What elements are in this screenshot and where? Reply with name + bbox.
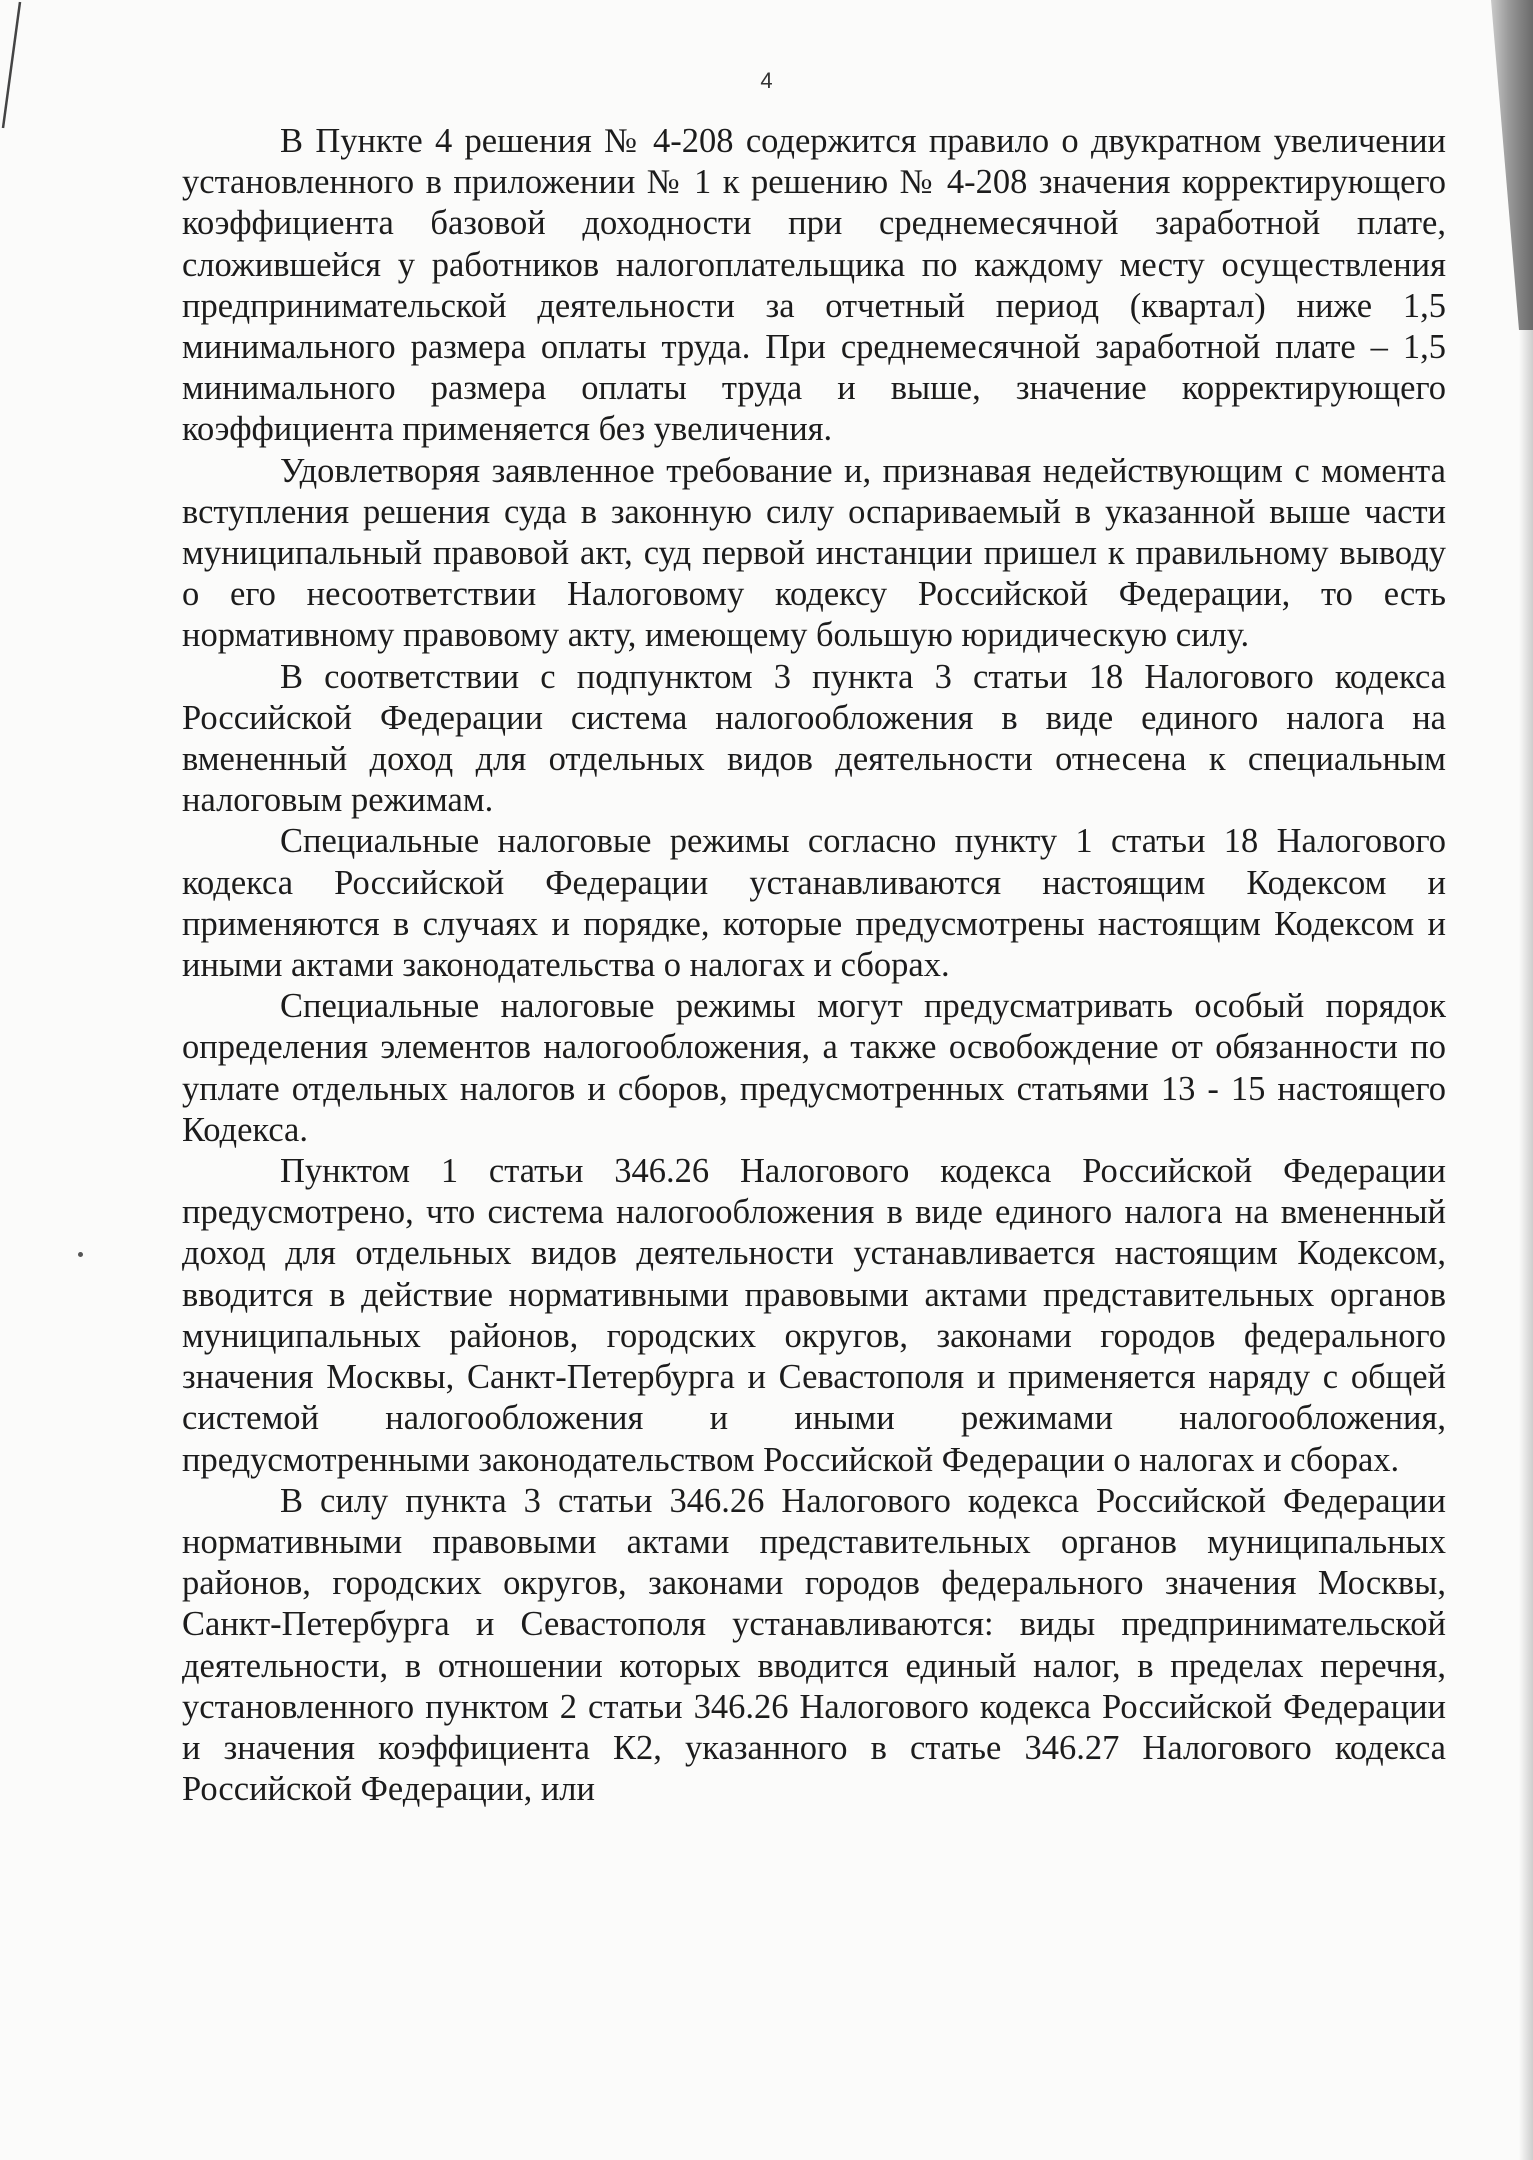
document-body [182, 121, 1446, 1810]
page-number: 4 [760, 68, 773, 93]
paragraph: В Пункте 4 решения № 4-208 содержится правило о двукратном увеличении установленного в приложении № 1 к решению № 4-208 значения корректирующего коэффициента базовой доходности при среднемесячной заработной плате, сложившейся у работников налогоплательщика по каждому месту осуществления предпринимательской деятельности за отчетный период (квартал) ниже 1,5 минимального размера оплаты труда. При среднемесячной заработной плате – 1,5 минимального размера оплаты труда и выше, значение корректирующего коэффициента применяется без увеличения. [182, 122, 1446, 449]
paragraph: Специальные налоговые режимы могут предусматривать особый порядок определения элементов налогообложения, а также освобождение от обязанности по уплате отдельных налогов и сборов, предусмотренных статьями 13 - 15 настоящего Кодекса. [182, 987, 1446, 1149]
scan-speck [78, 1252, 83, 1257]
paragraph: Специальные налоговые режимы согласно пункту 1 статьи 18 Налогового кодекса Российской Федерации устанавливаются настоящим Кодексом и применяются в случаях и порядке, которые предусмотрены настоящим Кодексом и иными актами законодательства о налогах и сборах. [182, 822, 1446, 985]
paragraph: Пунктом 1 статьи 346.26 Налогового кодекса Российской Федерации предусмотрено, что система налогообложения в виде единого налога на вмененный доход для отдельных видов деятельности устанавливается настоящим Кодексом, вводится в действие нормативными правовыми актами представительных органов муниципальных районов, городских округов, законами городов федерального значения Москвы, Санкт-Петербурга и Севастополя и применяется наряду с общей системой налогообложения и иными режимами налогообложения, предусмотренными законодательством Российской Федерации о налогах и сборах. [182, 1152, 1446, 1479]
paragraph: В силу пункта 3 статьи 346.26 Налогового кодекса Российской Федерации нормативными правовыми актами представительных органов муниципальных районов, городских округов, законами городов федерального значения Москвы, Санкт-Петербурга и Севастополя устанавливаются: виды предпринимательской деятельности, в отношении которых вводится единый налог, в пределах перечня, установленного пунктом 2 статьи 346.26 Налогового кодекса Российской Федерации и значения коэффициента К2, указанного в статье 346.27 Налогового кодекса Российской Федерации, или [182, 1481, 1446, 1809]
scan-edge-shadow [1519, 330, 1533, 2160]
scan-corner-shadow [1463, 0, 1533, 330]
paragraph: В соответствии с подпунктом 3 пункта 3 статьи 18 Налогового кодекса Российской Федерации система налогообложения в виде единого налога на вмененный доход для отдельных видов деятельности отнесена к специальным налоговым режимам. [182, 657, 1446, 820]
scan-edge-mark [0, 0, 26, 130]
paragraph: Удовлетворяя заявленное требование и, признавая недействующим с момента вступления решения суда в законную силу оспариваемый в указанной выше части муниципальный правовой акт, суд первой инстанции пришел к правильному выводу о его несоответствии Налоговому кодексу Российской Федерации, то есть нормативному правовому акту, имеющему большую юридическую силу. [182, 451, 1446, 655]
